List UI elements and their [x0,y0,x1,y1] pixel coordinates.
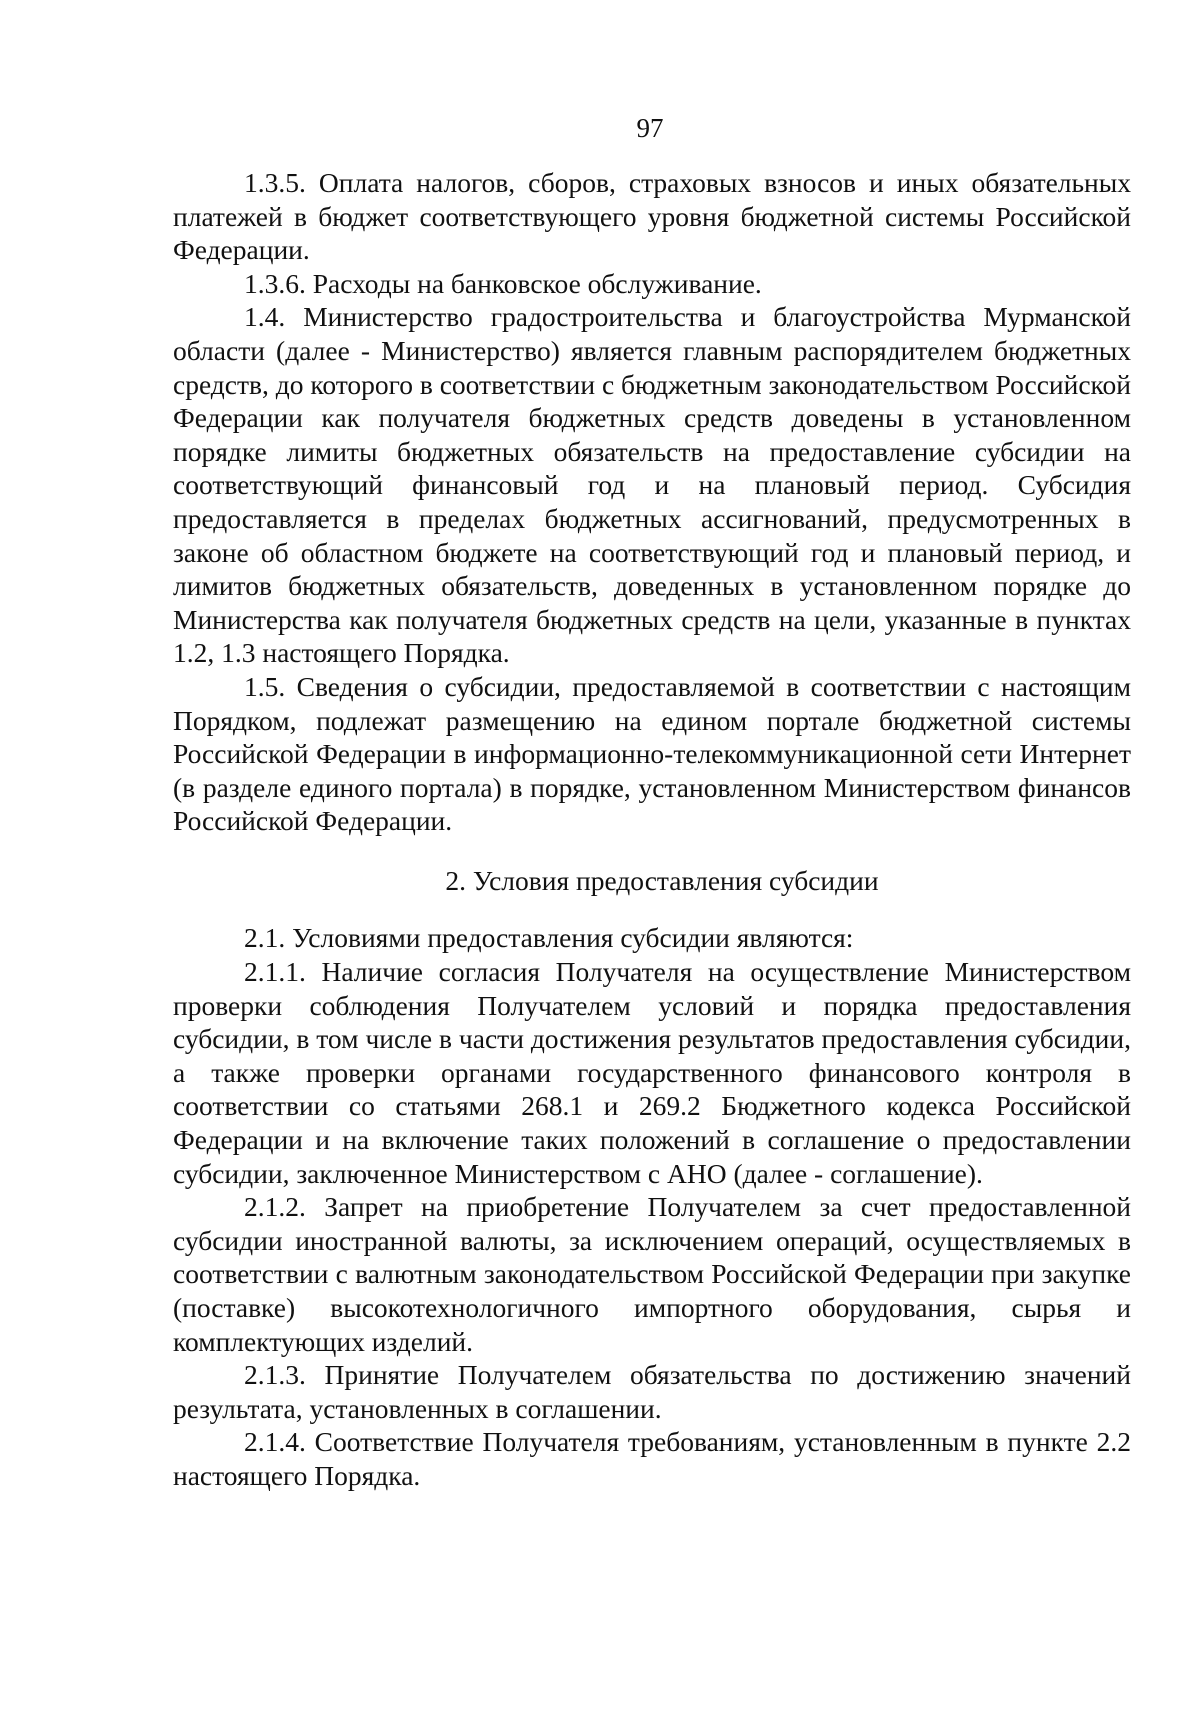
paragraph-1-5: 1.5. Сведения о субсидии, предоставляемой в соответствии с настоящим Порядком, подлежат размещению на едином портале бюджетной системы Российской Федерации в информационно-телекоммуникационной сети Интернет (в разделе единого портала) в порядке, установленном Министерством финансов Российской Федерации. [173,670,1131,837]
paragraph-2-1-1: 2.1.1. Наличие согласия Получателя на осуществление Министерством проверки соблюдения Получателем условий и порядка предоставления субсидии, в том числе в части достижения результатов предоставления субсидии, а также проверки органами государственного финансового контроля в соответствии со статьями 268.1 и 269.2 Бюджетного кодекса Российской Федерации и на включение таких положений в соглашение о предоставлении субсидии, заключенное Министерством с АНО (далее - соглашение). [173,956,1131,1189]
paragraph-2-1: 2.1. Условиями предоставления субсидии являются: [244,922,854,954]
paragraph-2-1-4: 2.1.4. Соответствие Получателя требованиям, установленным в пункте 2.2 настоящего Порядка. [173,1426,1131,1491]
paragraph-1-3-6: 1.3.6. Расходы на банковское обслуживание. [244,267,762,299]
page-number: 97 [636,113,664,143]
document-body [173,166,1131,1493]
section-heading: 2. Условия предоставления субсидии [445,864,879,896]
paragraph-2-1-3: 2.1.3. Принятие Получателем обязательства по достижению значений результата, установленных в соглашении. [173,1359,1131,1424]
paragraph-1-3-5: 1.3.5. Оплата налогов, сборов, страховых взносов и иных обязательных платежей в бюджет соответствующего уровня бюджетной системы Российской Федерации. [173,167,1131,266]
paragraph-2-1-2: 2.1.2. Запрет на приобретение Получателем за счет предоставленной субсидии иностранной валюты, за исключением операций, осуществляемых в соответствии с валютным законодательством Российской Федерации при закупке (поставке) высокотехнологичного импортного оборудования, сырья и комплектующих изделий. [173,1191,1131,1357]
paragraph-1-4: 1.4. Министерство градостроительства и благоустройства Мурманской области (далее - Министерство) является главным распорядителем бюджетных средств, до которого в соответствии с бюджетным законодательством Российской Федерации как получателя бюджетных средств доведены в установленном порядке лимиты бюджетных обязательств на предоставление субсидии на соответствующий финансовый год и на плановый период. Субсидия предоставляется в пределах бюджетных ассигнований, предусмотренных в законе об областном бюджете на соответствующий год и плановый период, и лимитов бюджетных обязательств, доведенных в установленном порядке до Министерства как получателя бюджетных средств на цели, указанные в пунктах 1.2, 1.3 настоящего Порядка. [173,301,1131,669]
